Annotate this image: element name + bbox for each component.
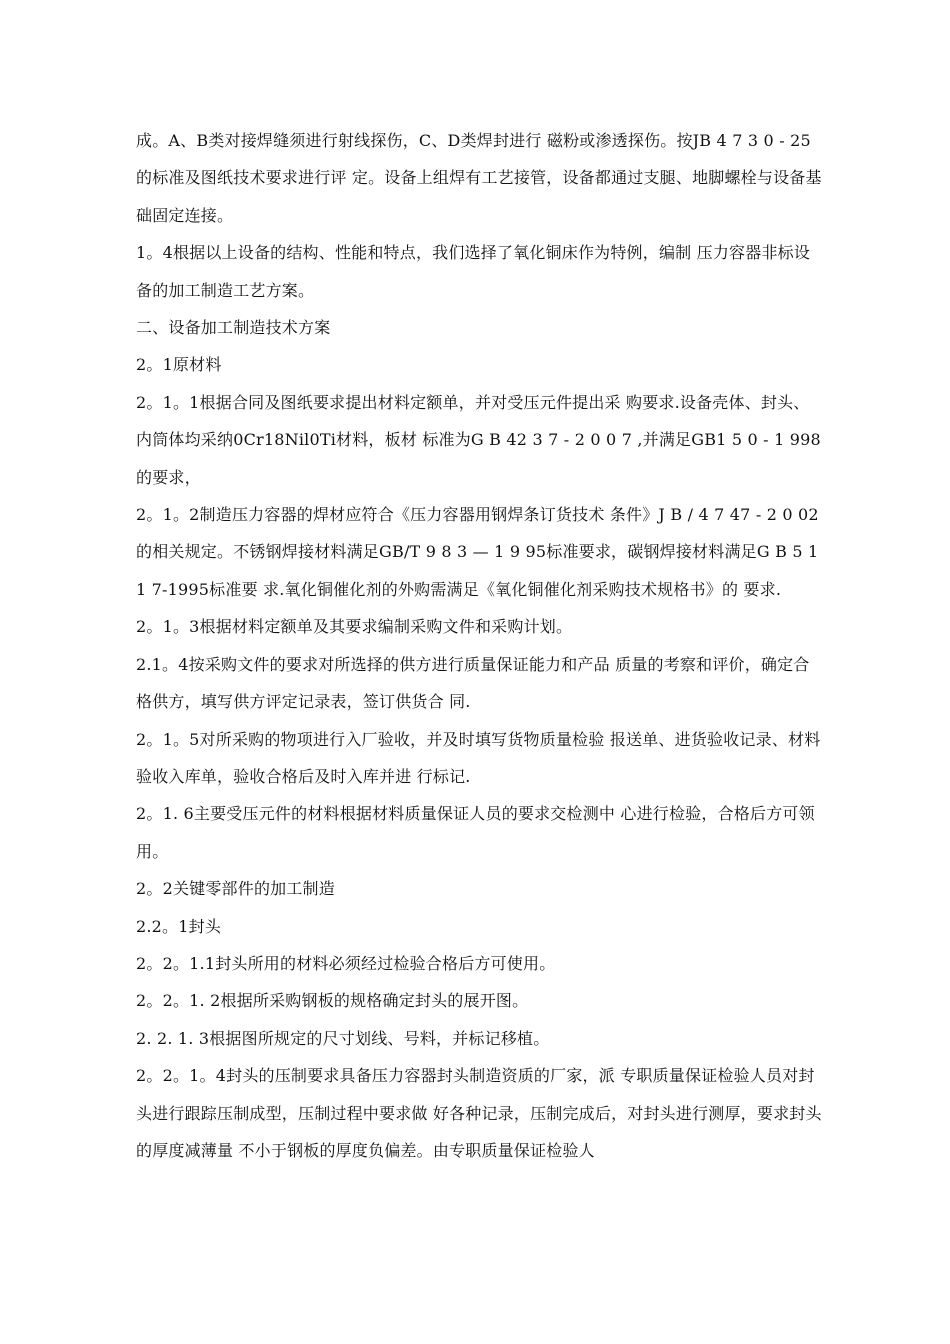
paragraph-9: 2。1。5对所采购的物项进行入厂验收，并及时填写货物质量检验 报送单、进货验收记录、材料验收入库单，验收合格后及时入库并进 行标记. [136,729,821,786]
paragraph-14: 2。2。1. 2根据所采购钢板的规格确定封头的展开图。 [136,991,529,1011]
paragraph-16: 2。2。1。4封头的压制要求具备压力容器封头制造资质的厂家，派 专职质量保证检验人员对封头进行跟踪压制成型，压制过程中要求做 好各种记录，压制完成后，对封头进行测厚，要求封头的厚度减薄量 不小于钢板的厚度负偏差。由专职质量保证检验人 [136,1066,822,1160]
paragraph-15: 2. 2. 1. 3根据图所规定的尺寸划线、号料，并标记移植。 [136,1028,550,1048]
paragraph-1: 成。A、B类对接焊缝须进行射线探伤，C、D类焊封进行 磁粉或渗透探伤。按JB 4 7 3 0 - 25的标准及图纸技术要求进行评 定。设备上组焊有工艺接管，设备都通过支腿、地脚螺栓与设备基础固定连接。 [136,131,822,225]
subsection-heading: 2。1原材料 [136,355,222,375]
subsection-heading-3: 2.2。1封头 [136,916,222,936]
paragraph-5: 2。1。1根据合同及图纸要求提出材料定额单，并对受压元件提出采 购要求.设备壳体、封头、内筒体均采纳0Cr18Nil0Ti材料，板材 标准为G B 42 3 7 - 2 0 0 7 ,并满足GB1 5 0 - 1 998的要求， [136,392,821,487]
paragraph-13: 2。2。1.1封头所用的材料必须经过检验合格后方可使用。 [136,953,556,973]
section-heading: 二、设备加工制造技术方案 [136,318,331,338]
paragraph-6: 2。1。2制造压力容器的焊材应符合《压力容器用钢焊条订货技术 条件》J B / 4 7 47 - 2 0 02的相关规定。不锈钢焊接材料满足GB/T 9 8 3 — 1 9 95标准要求，碳钢焊接材料满足G B 5 1 1 7-1995标准要 求.氧化铜催化剂的外购需满足《氧化铜催化剂采购技术规格书》的 要求. [136,505,824,599]
paragraph-8: 2.1。4按采购文件的要求对所选择的供方进行质量保证能力和产品 质量的考察和评价，确定合格供方，填写供方评定记录表，签订供货合 同. [136,654,810,712]
document-body [136,122,824,1169]
subsection-heading-2: 2。2关键零部件的加工制造 [136,879,335,899]
paragraph-2: 1。4根据以上设备的结构、性能和特点，我们选择了氧化铜床作为特例，编制 压力容器非标设备的加工制造工艺方案。 [136,243,811,300]
paragraph-10: 2。1. 6主要受压元件的材料根据材料质量保证人员的要求交检测中 心进行检验，合格后方可领用。 [136,804,815,861]
paragraph-7: 2。1。3根据材料定额单及其要求编制采购文件和采购计划。 [136,617,573,637]
